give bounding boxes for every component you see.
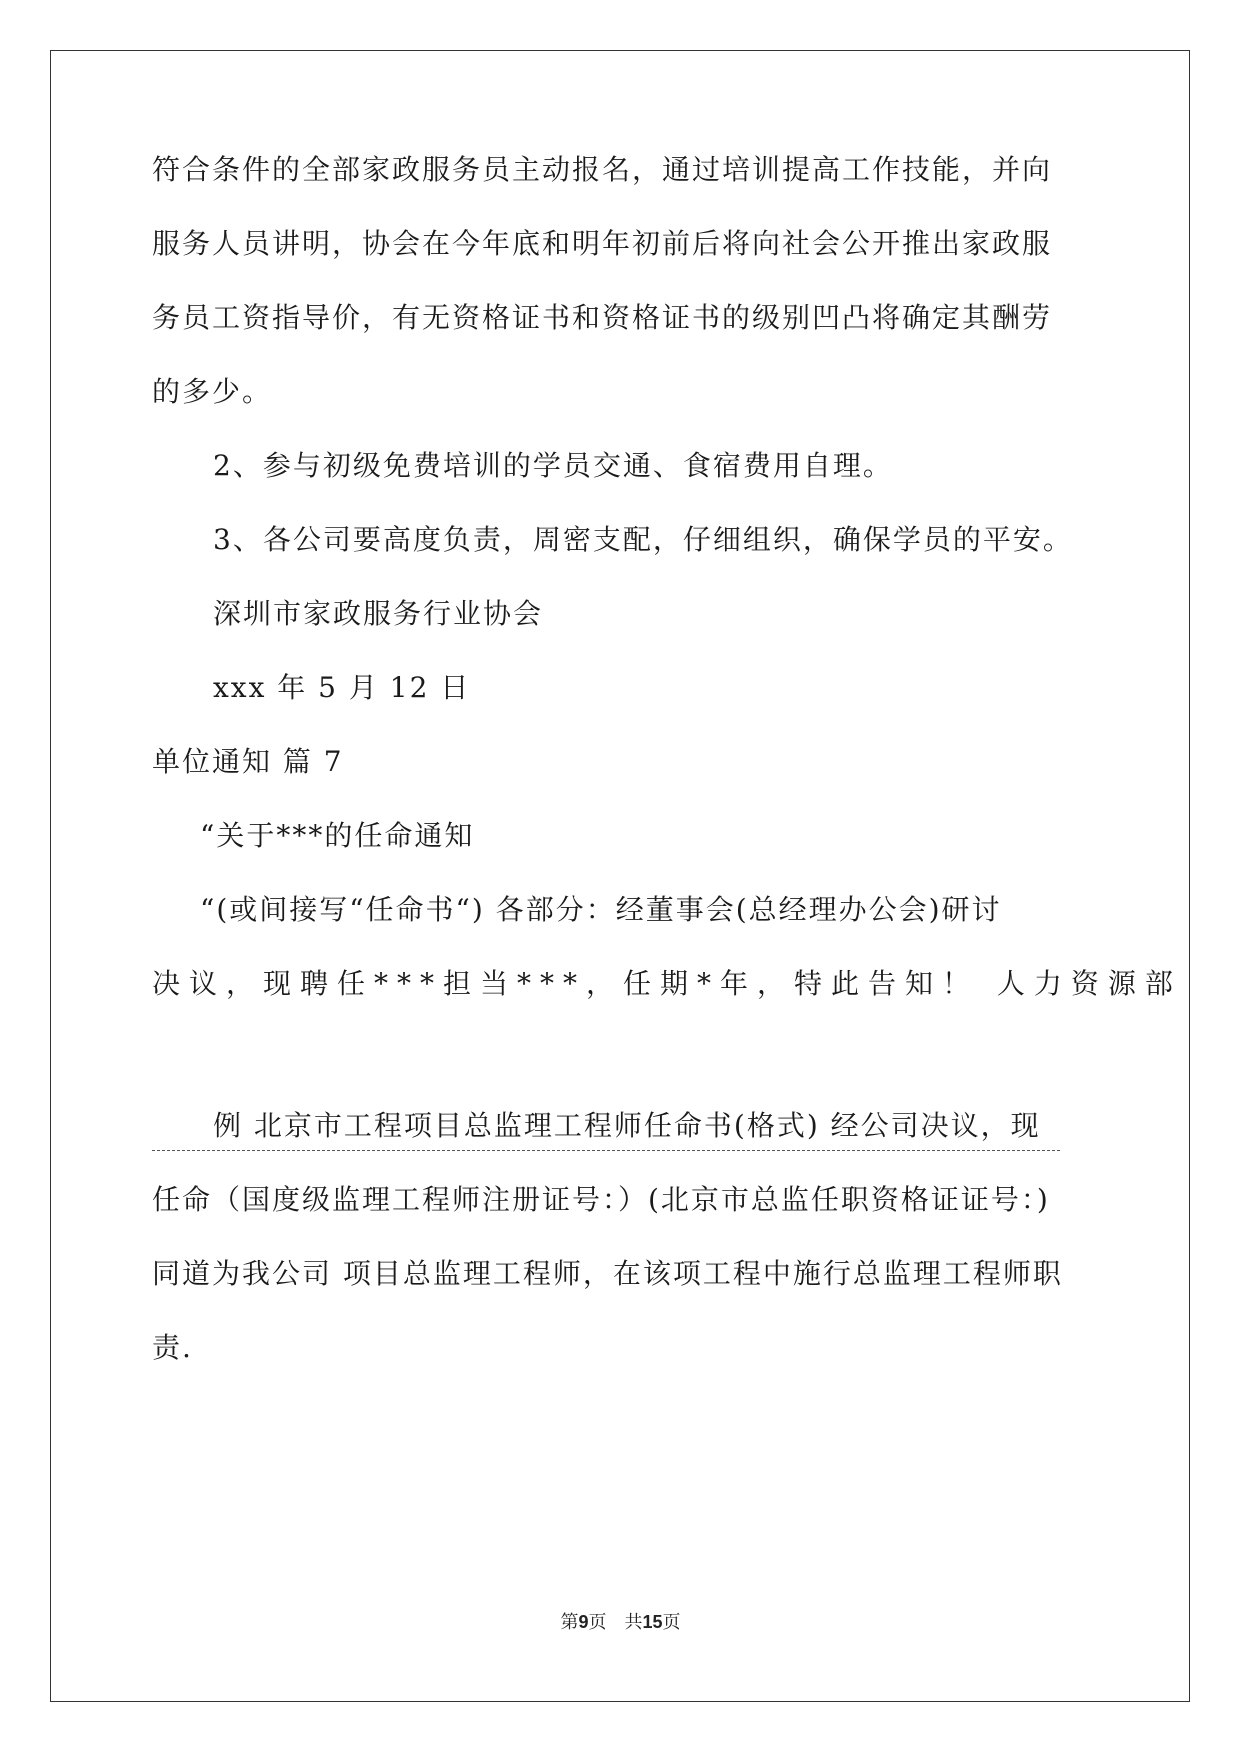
section-heading: 单位通知 篇 7	[152, 745, 344, 778]
dashed-divider	[152, 1150, 1060, 1151]
body-line-3: 务员工资指导价，有无资格证书和资格证书的级别凹凸将确定其酬劳	[152, 301, 1053, 334]
list-item-2: 2、参与初级免费培训的学员交通、食宿费用自理。	[213, 449, 893, 482]
example-line-4: 责.	[152, 1331, 193, 1364]
body-line-1: 符合条件的全部家政服务员主动报名，通过培训提高工作技能，并向	[152, 153, 1053, 186]
page-prefix: 第	[560, 1612, 579, 1633]
page-total: 15	[642, 1612, 663, 1632]
signature-organization: 深圳市家政服务行业协会	[213, 597, 544, 630]
page-footer	[0, 1610, 1241, 1635]
list-item-3: 3、各公司要高度负责，周密支配，仔细组织，确保学员的平安。	[213, 523, 1073, 556]
page-suffix: 页	[662, 1612, 681, 1633]
example-line-2: 任命（国度级监理工程师注册证号：）(北京市总监任职资格证证号：)	[152, 1183, 1050, 1216]
notice-title: “关于***的任命通知	[200, 819, 475, 852]
notice-body-line-1: “(或间接写“任命书“) 各部分：经董事会(总经理办公会)研讨	[200, 893, 1002, 926]
notice-body-line-2: 决议，现聘任***担当***，任期*年，特此告知！ 人力资源部	[152, 967, 1182, 1000]
example-line-1: 例 北京市工程项目总监理工程师任命书(格式) 经公司决议，现	[213, 1109, 1041, 1142]
body-line-4: 的多少。	[152, 375, 273, 408]
body-line-2: 服务人员讲明，协会在今年底和明年初前后将向社会公开推出家政服	[152, 227, 1053, 260]
signature-date: xxx 年 5 月 12 日	[213, 671, 471, 704]
example-line-3: 同道为我公司 项目总监理工程师，在该项工程中施行总监理工程师职	[152, 1257, 1063, 1290]
page-current: 9	[578, 1612, 589, 1632]
page-mid: 页 共	[588, 1612, 643, 1633]
